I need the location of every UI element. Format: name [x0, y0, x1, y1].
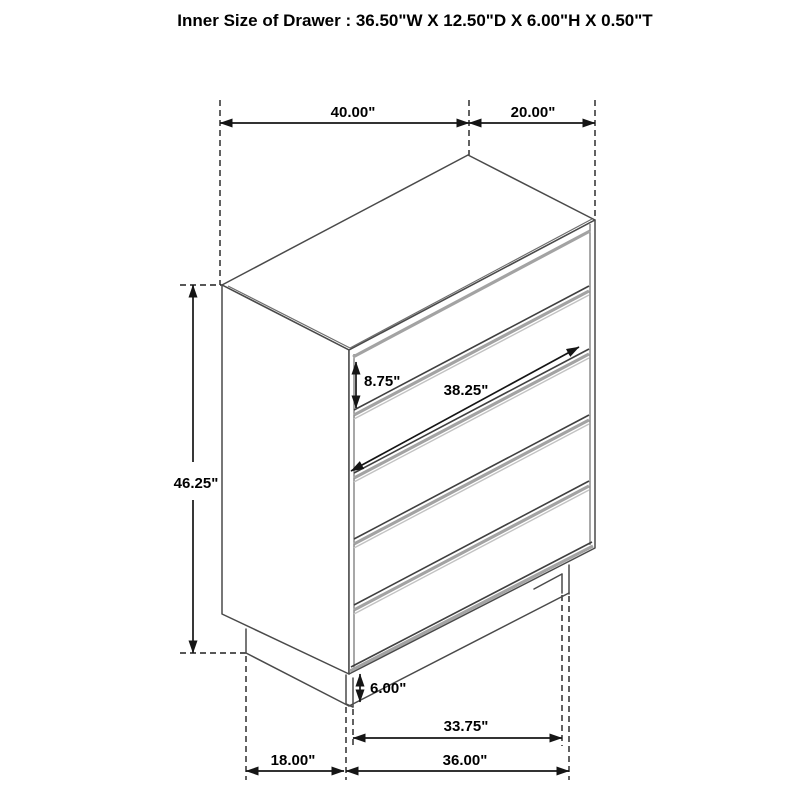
dimension-overall-height: [174, 285, 219, 653]
dimension-base-height-label: 6.00": [370, 680, 407, 697]
dimension-base-inner-width: [353, 718, 562, 738]
chest-left-face: [222, 285, 349, 674]
dimension-base-side-offset: [246, 752, 344, 771]
dimension-base-inner-width-label: 33.75": [443, 718, 489, 735]
dimension-base-height: [360, 674, 406, 702]
dimension-base-front-width-label: 36.00": [442, 752, 488, 769]
drawing-title: Inner Size of Drawer : 36.50"W X 12.50"D X 6.00"H X 0.50"T: [177, 11, 653, 30]
dimension-top-width: [220, 104, 469, 123]
dimension-top-width-label: 40.00": [330, 104, 376, 121]
dimension-top-depth: [469, 104, 595, 123]
dimension-base-front-width: [346, 752, 569, 771]
dimension-overall-height-label: 46.25": [173, 475, 219, 492]
chest-body: [222, 155, 595, 674]
dimension-top-depth-label: 20.00": [510, 104, 556, 121]
dimension-drawer-height-label: 8.75": [364, 373, 401, 390]
dimension-base-side-offset-label: 18.00": [270, 752, 316, 769]
front-left-leg: [346, 675, 353, 707]
dimension-drawer-width-label: 38.25": [443, 382, 489, 399]
